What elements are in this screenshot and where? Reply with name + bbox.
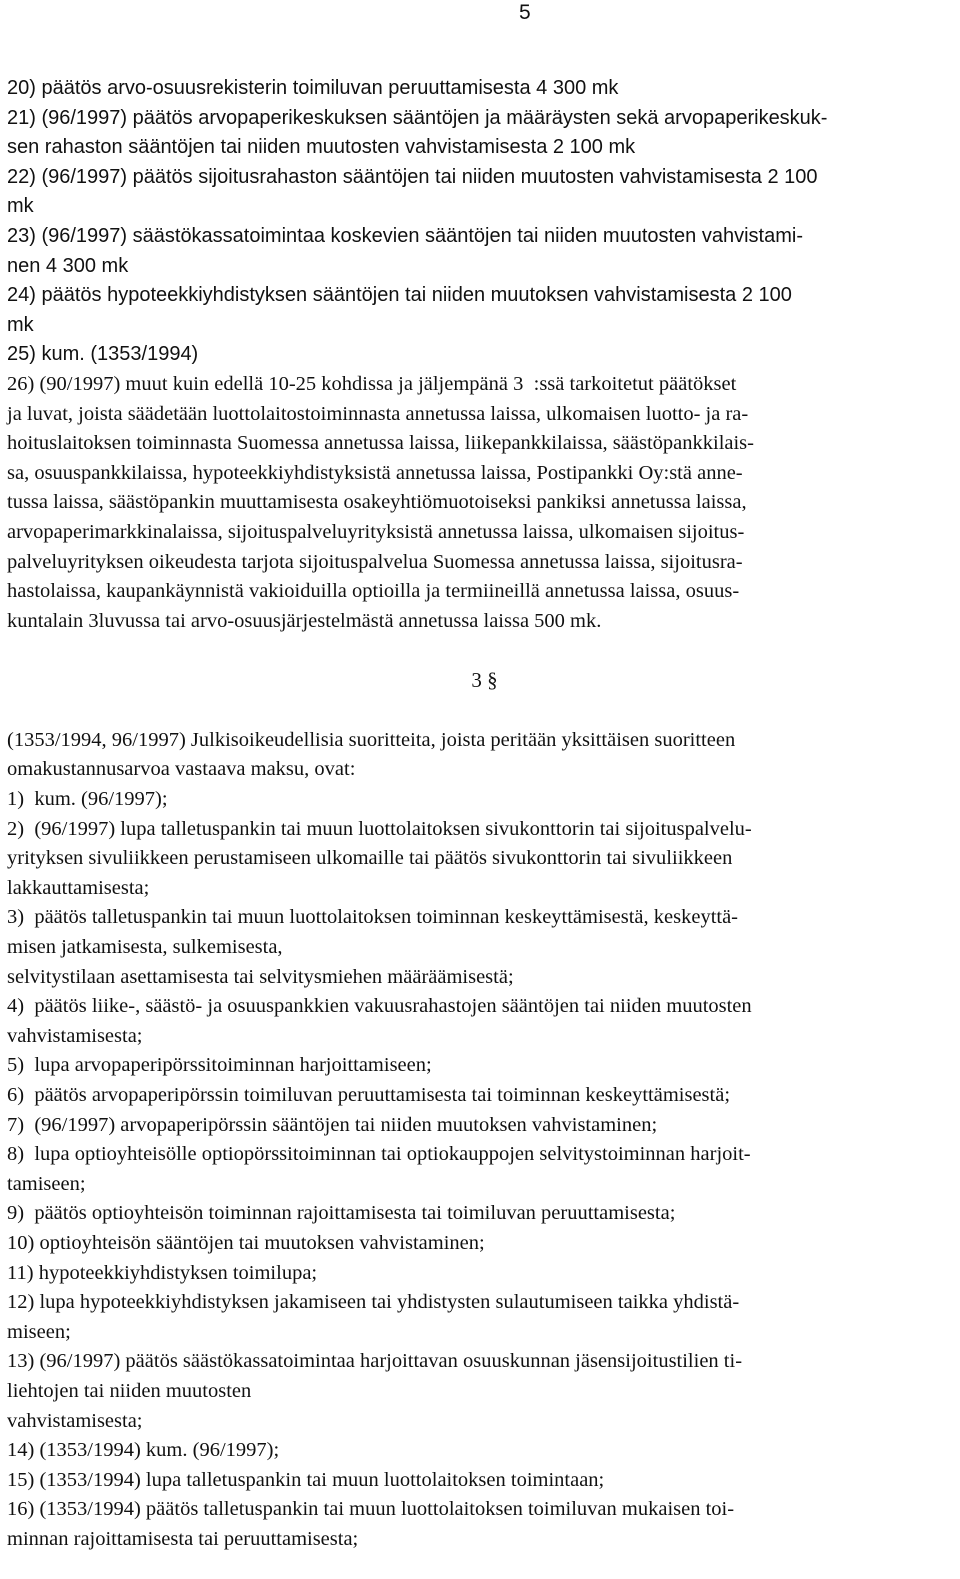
spacer xyxy=(7,696,952,726)
page-number: 5 xyxy=(519,1,531,24)
text-line: 16) (1353/1994) päätös talletuspankin tai muun luottolaitoksen toimiluvan mukaisen toi- xyxy=(7,1498,735,1521)
text-line: 23) (96/1997) säästökassatoimintaa koskevien sääntöjen tai niiden muutosten vahvistami- xyxy=(7,224,803,247)
public-services-list xyxy=(7,726,952,1555)
text-line: (1353/1994, 96/1997) Julkisoikeudellisia suoritteita, joista peritään yksittäisen suoritteen xyxy=(7,728,736,751)
text-line: sen rahaston sääntöjen tai niiden muutosten vahvistamisesta 2 100 mk xyxy=(7,136,636,159)
paragraph-item-26 xyxy=(7,370,952,636)
text-line: yrityksen sivuliikkeen perustamiseen ulkomaille tai päätös sivukonttorin tai sivuliikkeen xyxy=(7,847,733,870)
text-line: tamiseen; xyxy=(7,1172,86,1195)
text-line: mk xyxy=(7,313,34,336)
text-line: 10) optioyhteisön sääntöjen tai muutoksen vahvistaminen; xyxy=(7,1231,485,1254)
text-line: vahvistamisesta; xyxy=(7,1409,143,1432)
text-line: miseen; xyxy=(7,1320,71,1343)
text-line: selvitystilaan asettamisesta tai selvitysmiehen määräämisestä; xyxy=(7,965,514,988)
document-body xyxy=(7,74,952,1555)
text-line: arvopaperimarkkinalaissa, sijoituspalveluyrityksistä annetussa laissa, ulkomaisen sijoitus- xyxy=(7,520,745,543)
text-line: 25) kum. (1353/1994) xyxy=(7,343,199,366)
text-line: minnan rajoittamisesta tai peruuttamisesta; xyxy=(7,1527,359,1550)
text-line: 26) (90/1997) muut kuin edellä 10-25 kohdissa ja jäljempänä 3 :ssä tarkoitetut päätökset xyxy=(7,372,737,395)
text-line: 15) (1353/1994) lupa talletuspankin tai muun luottolaitoksen toimintaan; xyxy=(7,1468,605,1491)
text-line: 2) (96/1997) lupa talletuspankin tai muun luottolaitoksen sivukonttorin tai sijoituspalvelu- xyxy=(7,817,752,840)
text-line: 8) lupa optioyhteisölle optiopörssitoiminnan tai optiokauppojen selvitystoiminnan harjoit- xyxy=(7,1143,751,1166)
text-line: omakustannusarvoa vastaava maksu, ovat: xyxy=(7,758,356,781)
text-line: vahvistamisesta; xyxy=(7,1024,143,1047)
text-line: lakkauttamisesta; xyxy=(7,876,150,899)
text-line: 3) päätös talletuspankin tai muun luottolaitoksen toiminnan keskeyttämisestä, keskeyttä- xyxy=(7,906,739,929)
text-line: 13) (96/1997) päätös säästökassatoimintaa harjoittavan osuuskunnan jäsensijoitustilien ti- xyxy=(7,1350,743,1373)
text-line: 5) lupa arvopaperipörssitoiminnan harjoittamiseen; xyxy=(7,1054,432,1077)
text-line: sa, osuuspankkilaissa, hypoteekkiyhdistyksistä annetussa laissa, Postipankki Oy:stä anne- xyxy=(7,461,743,484)
text-line: 6) päätös arvopaperipörssin toimiluvan peruuttamisesta tai toiminnan keskeyttämisestä; xyxy=(7,1084,731,1106)
text-line: 7) (96/1997) arvopaperipörssin sääntöjen tai niiden muutoksen vahvistaminen; xyxy=(7,1113,658,1136)
section-sign-icon: § xyxy=(487,668,498,693)
text-line: palveluyrityksen oikeudesta tarjota sijoituspalvelua Suomessa annetussa laissa, sijoitusra- xyxy=(7,550,743,573)
text-line: 14) (1353/1994) kum. (96/1997); xyxy=(7,1439,280,1462)
section-number: 3 xyxy=(471,668,482,693)
text-line: ja luvat, joista säädetään luottolaitostoiminnasta annetussa laissa, ulkomaisen luotto- ja ra- xyxy=(7,402,749,425)
fee-list-continued xyxy=(7,74,952,370)
text-line: 11) hypoteekkiyhdistyksen toimilupa; xyxy=(7,1261,318,1284)
text-line: nen 4 300 mk xyxy=(7,254,129,277)
text-line: hastolaissa, kaupankäynnistä vakioiduilla optioilla ja termiineillä annetussa laissa, osuus- xyxy=(7,580,740,603)
text-line: liehtojen tai niiden muutosten xyxy=(7,1379,252,1402)
text-line: tussa laissa, säästöpankin muuttamisesta osakeyhtiömuotoiseksi pankiksi annetussa laissa, xyxy=(7,491,747,514)
text-line: 21) (96/1997) päätös arvopaperikeskuksen sääntöjen ja määräysten sekä arvopaperikeskuk- xyxy=(7,106,828,129)
text-line: 20) päätös arvo-osuusrekisterin toimiluvan peruuttamisesta 4 300 mk xyxy=(7,77,619,99)
text-line: 22) (96/1997) päätös sijoitusrahaston sääntöjen tai niiden muutosten vahvistamisesta 2 100 xyxy=(7,165,818,188)
text-line: misen jatkamisesta, sulkemisesta, xyxy=(7,936,283,959)
text-line: 1) kum. (96/1997); xyxy=(7,788,168,811)
section-heading xyxy=(7,666,952,696)
text-line: kuntalain 3luvussa tai arvo-osuusjärjestelmästä annetussa laissa 500 mk. xyxy=(7,609,602,632)
text-line: 4) päätös liike-, säästö- ja osuuspankkien vakuusrahastojen sääntöjen tai niiden muutosten xyxy=(7,995,752,1018)
spacer xyxy=(7,636,952,666)
text-line: mk xyxy=(7,195,34,218)
text-line: 9) päätös optioyhteisön toiminnan rajoittamisesta tai toimiluvan peruuttamisesta; xyxy=(7,1202,676,1225)
text-line: hoituslaitoksen toiminnasta Suomessa annetussa laissa, liikepankkilaissa, säästöpankkilais- xyxy=(7,432,754,455)
text-line: 24) päätös hypoteekkiyhdistyksen sääntöjen tai niiden muutoksen vahvistamisesta 2 100 xyxy=(7,284,792,307)
text-line: 12) lupa hypoteekkiyhdistyksen jakamiseen tai yhdistysten sulautumiseen taikka yhdistä- xyxy=(7,1291,740,1314)
